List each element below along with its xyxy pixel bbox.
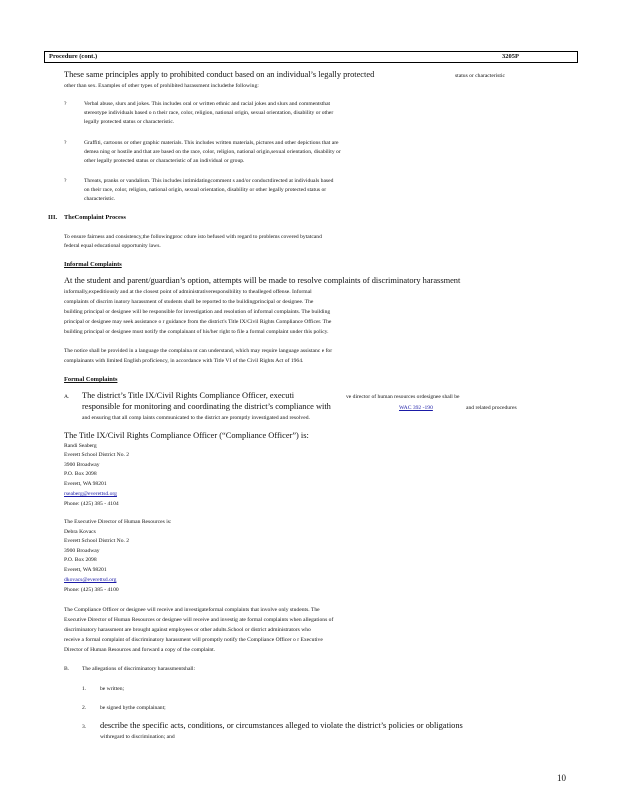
section3-line-2: federal equal educational opportunity laws.: [64, 243, 161, 249]
formal-para-line-1: The Compliance Officer or designee will receive and investigateformal complaints that involve only students. The: [64, 607, 320, 613]
bullet-mark: ?: [64, 178, 67, 184]
section-number: III.: [48, 214, 58, 221]
intro-lead-tail: status or characteristic: [455, 73, 506, 79]
informal-p1-line-3: building principal or designee will be responsible for investigation and resolution of informal complaints. The building: [64, 309, 331, 315]
bullet-mark: ?: [64, 140, 67, 146]
officer-2-phone: Phone: (425) 385 - 4100: [64, 587, 119, 593]
informal-p1-line-5: building principal or designee must notify the complainant of his/her right to file a formal complaint under this policy.: [64, 329, 329, 335]
officer-2-street: 3900 Broadway: [64, 548, 100, 554]
informal-p1-line-2: complaints of discrim inatory harassment of students shall be reported to the buildingprincipal or designee. The: [64, 299, 314, 305]
informal-p2-line-1: The notice shall be provided in a language the complaina nt can understand, which may require language assistanc e for: [64, 348, 333, 354]
intro-line2: other than sex. Examples of other types of prohibited harassment includethe following:: [64, 83, 259, 89]
informal-lead: At the student and parent/guardian’s option, attempts will be made to resolve complaints of discriminatory harassment: [64, 276, 461, 285]
officer-2-name: Debra Kovacs: [64, 529, 96, 535]
formal-para-line-3: discriminatory harassment are brought against employees or other adults.School or district administrators who: [64, 627, 311, 633]
formal-para-line-2: Executive Director of Human Resources or designee will receive and investig ate formal complaints when allegations of: [64, 617, 334, 623]
wac-link[interactable]: WAC 392 -190: [399, 405, 433, 411]
list-item-3-tail: withregard to discrimination; and: [100, 734, 175, 740]
bullet-3-line-1: Threats, pranks or vandalism. This includes intimidatingcomment s and/or conductdirected at individuals based: [84, 178, 334, 184]
officer-1-box: P.O. Box 2098: [64, 471, 97, 477]
informal-heading: Informal Complaints: [64, 261, 122, 268]
bullet-3-line-2: on their race, color, religion, national origin, sexual orientation, disability or other legally protected status or: [84, 187, 327, 193]
header-right: 3205P: [502, 53, 519, 60]
list-item-mark: 2.: [82, 705, 87, 711]
formal-b-line: The allegations of discriminatory harassmentshall:: [82, 666, 196, 672]
header-left: Procedure (cont.): [49, 53, 98, 60]
informal-p1-line-4: principal or designee may seek assistance o r guidance from the district's Title IX/Civil Rights Compliance Officer. The: [64, 319, 332, 325]
section-title: TheComplaint Process: [64, 214, 126, 221]
informal-p1-line-1: informally,expeditiously and at the closest point of administrativeresponsibility to thealleged offense. Informal: [64, 289, 312, 295]
formal-a-line2-lead: responsible for monitoring and coordinating the district’s compliance with: [82, 402, 331, 411]
page-number: 10: [557, 773, 566, 783]
section3-line-1: To ensure fairness and consistency,the followingproc cdure isto befused with regard to problems covered bytatcand: [64, 234, 322, 240]
officer-2-box: P.O. Box 2098: [64, 557, 97, 563]
officer-2-org: Everett School District No. 2: [64, 538, 130, 544]
formal-heading: Formal Complaints: [64, 376, 118, 383]
list-item-3-lead: describe the specific acts, conditions, or circumstances alleged to violate the district’s policies or obligations: [100, 721, 463, 730]
list-item-text: be signed bythe complainant;: [100, 705, 166, 711]
formal-a-lead: The district’s Title IX/Civil Rights Compliance Officer, executi: [82, 391, 295, 400]
bullet-mark: ?: [64, 101, 67, 107]
officer-1-street: 3900 Broadway: [64, 462, 100, 468]
formal-a-tail: ve director of human resources ordesignee shall be: [346, 394, 460, 400]
officer-1-email-link[interactable]: rseaberg@everettsd.org: [64, 491, 117, 497]
formal-a-line2-tail: and related procedures: [466, 405, 517, 411]
officer-2-city: Everett, WA 98201: [64, 567, 107, 573]
officer-intro: The Title IX/Civil Rights Compliance Officer (“Compliance Officer”) is:: [64, 431, 309, 440]
officer-2-email-link[interactable]: dkovacs@everettsd.org: [64, 577, 117, 583]
officer-1-phone: Phone: (425) 385 - 4104: [64, 501, 119, 507]
director-intro: The Executive Director of Human Resources is:: [64, 519, 172, 525]
formal-a-mark: A.: [64, 394, 70, 400]
officer-1-name: Randi Seaberg: [64, 443, 97, 449]
formal-b-mark: B.: [64, 666, 70, 672]
bullet-3-line-3: characteristic.: [84, 196, 116, 202]
bullet-2-line-3: other legally protected status or characteristic of an individual or group.: [84, 158, 245, 164]
bullet-2-line-1: Graffiti, cartoons or other graphic materials. This includes written materials, pictures and other depictions that are: [84, 140, 339, 146]
officer-1-org: Everett School District No. 2: [64, 452, 130, 458]
bullet-1-line-3: legally protected status or characteristic.: [84, 119, 175, 125]
formal-para-line-5: Director of Human Resources and forward a copy of the complaint.: [64, 647, 216, 653]
bullet-2-line-2: demea ning or hostile and that are based on the race, color, religion, national origin,sexual orientation, disability or: [84, 149, 341, 155]
procedure-header: [44, 51, 578, 63]
list-item-text: be written;: [100, 686, 125, 692]
intro-lead: These same principles apply to prohibited conduct based on an individual’s legally protected: [64, 70, 375, 79]
formal-a-line3: and ensuring that all comp laints communicated to the district are promptly investigated and resolved.: [82, 415, 310, 421]
officer-1-city: Everett, WA 98201: [64, 481, 107, 487]
bullet-1-line-1: Verbal abuse, slurs and jokes. This includes oral or written ethnic and racial jokes and slurs and commentsthat: [84, 101, 331, 107]
list-item-mark: 3.: [82, 724, 87, 730]
informal-p2-line-2: complainants with limited English proficiency, in accordance with Title VI of the Civil Rights Act of 1964.: [64, 358, 304, 364]
list-item-mark: 1.: [82, 686, 87, 692]
formal-para-line-4: receive a formal complaint of discriminatory harassment will promptly notify the Compliance Officer o r Executive: [64, 637, 323, 643]
bullet-1-line-2: stereotype individuals based o n their race, color, religion, national origin, sexual orientation, disability or other: [84, 110, 334, 116]
